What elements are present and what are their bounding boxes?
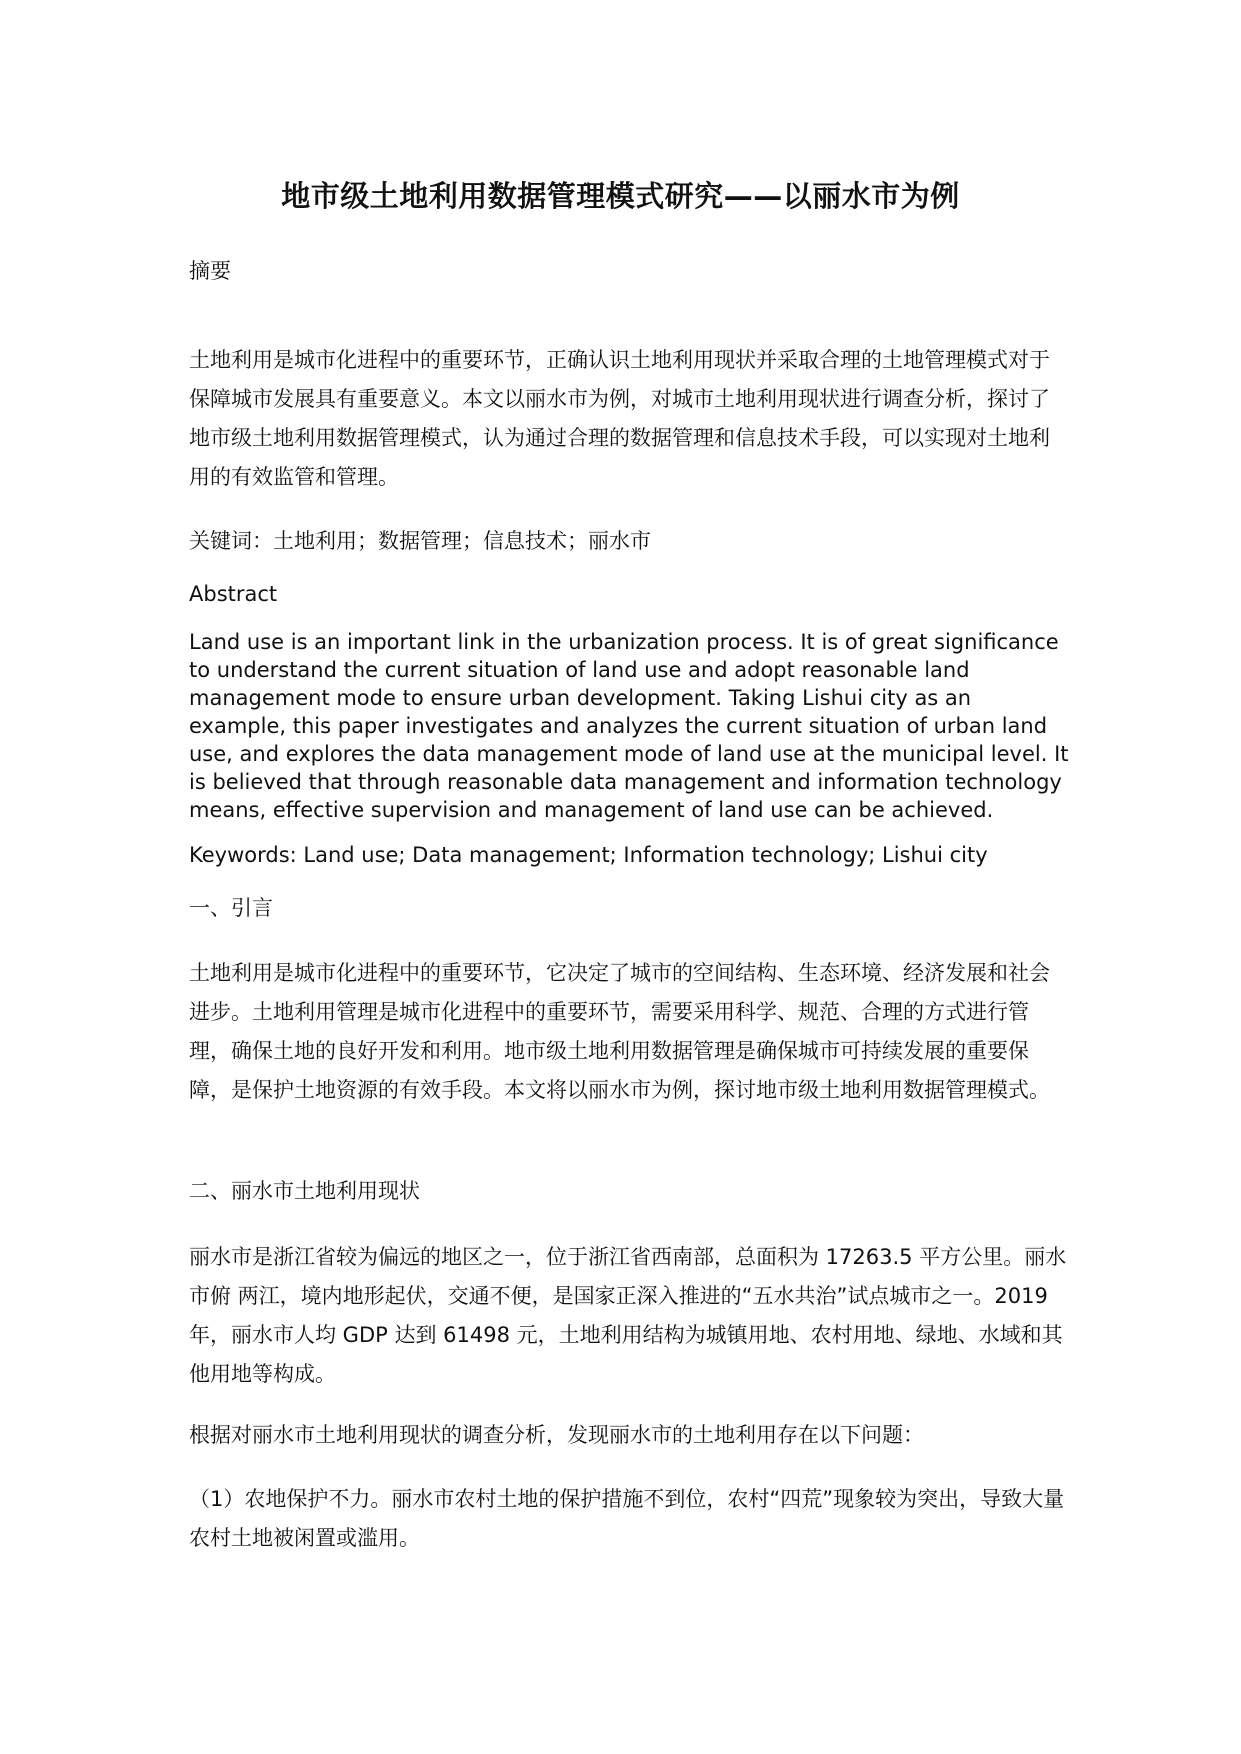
keywords-cn: 关键词：土地利用；数据管理；信息技术；丽水市 — [189, 529, 651, 553]
abstract-en-body: Land use is an important link in the urbanization process. It is of great significance to understand the current situation of land use and adopt reasonable land management mode to ensure urban development. Taking Lishui city as an example, this paper investigates and analyzes the current situation of urban land use, and explores the data management mode of land use at the municipal level. It is believed that through reasonable data management and information technology means, effective supervision and management of land use can be achieved. — [189, 630, 1069, 822]
keywords-en: Keywords: Land use; Data management; Information technology; Lishui city — [189, 843, 988, 867]
section-2-paragraph-2: 根据对丽水市土地利用现状的调查分析，发现丽水市的土地利用存在以下问题： — [189, 1423, 924, 1447]
section-1-body: 土地利用是城市化进程中的重要环节，它决定了城市的空间结构、生态环境、经济发展和社会进步。土地利用管理是城市化进程中的重要环节，需要采用科学、规范、合理的方式进行管理，确保土地的良好开发和利用。地市级土地利用数据管理是确保城市可持续发展的重要保障，是保护土地资源的有效手段。本文将以丽水市为例，探讨地市级土地利用数据管理模式。 — [189, 961, 1050, 1102]
abstract-cn-heading: 摘要 — [189, 259, 231, 283]
paper-title: 地市级土地利用数据管理模式研究——以丽水市为例 — [281, 179, 960, 213]
section-1-heading: 一、引言 — [189, 896, 273, 920]
section-2-paragraph-1: 丽水市是浙江省较为偏远的地区之一，位于浙江省西南部，总面积为 17263.5 平方公里。丽水市俯 两江，境内地形起伏，交通不便，是国家正深入推进的“五水共治”试点城市之一。2019 年，丽水市人均 GDP 达到 61498 元，土地利用结构为城镇用地、农村用地、绿地、水域和其他用地等构成。 — [189, 1245, 1067, 1386]
section-2-heading: 二、丽水市土地利用现状 — [189, 1179, 420, 1203]
abstract-cn-body: 土地利用是城市化进程中的重要环节，正确认识土地利用现状并采取合理的土地管理模式对于保障城市发展具有重要意义。本文以丽水市为例，对城市土地利用现状进行调查分析，探讨了地市级土地利用数据管理模式，认为通过合理的数据管理和信息技术手段，可以实现对土地利用的有效监管和管理。 — [189, 348, 1050, 489]
abstract-en-heading: Abstract — [189, 582, 278, 606]
section-2-item-1: （1）农地保护不力。丽水市农村土地的保护措施不到位，农村“四荒”现象较为突出，导致大量农村土地被闲置或滥用。 — [189, 1487, 1065, 1550]
